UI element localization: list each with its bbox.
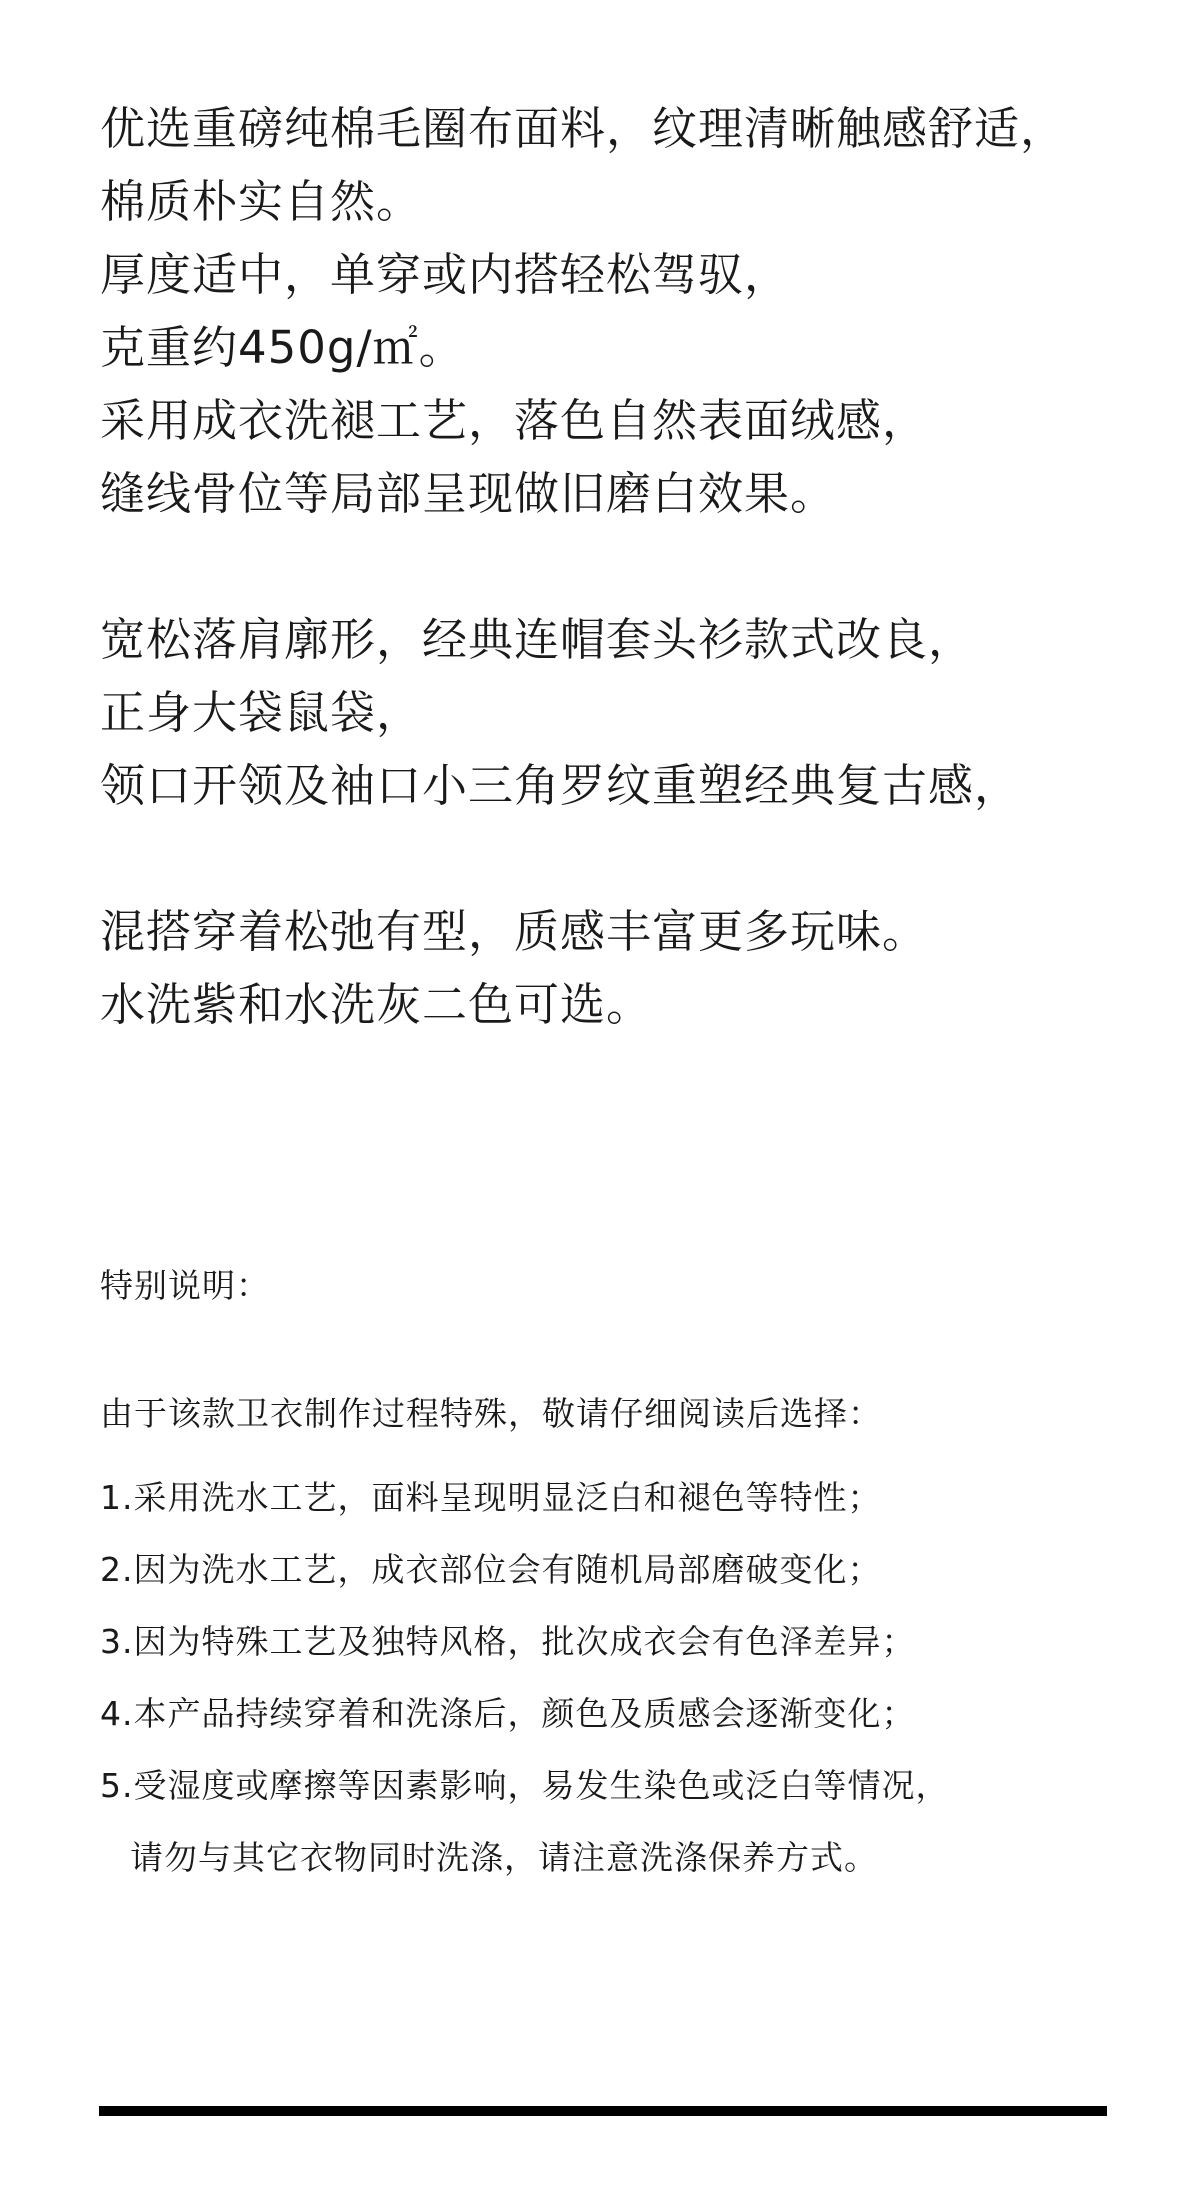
bottom-divider [99,2106,1107,2116]
special-notes-title: 特别说明： [100,1266,270,1305]
special-notes-intro: 由于该款卫衣制作过程特殊，敬请仔细阅读后选择： [100,1394,882,1433]
description-line: 混搭穿着松弛有型，质感丰富更多玩味。 [100,905,929,958]
note-item: 2.因为洗水工艺，成衣部位会有随机局部磨破变化； [100,1550,882,1589]
description-line: 正身大袋鼠袋， [100,686,423,739]
note-item: 5.受湿度或摩擦等因素影响，易发生染色或泛白等情况， [100,1766,950,1805]
paragraph-gap [100,822,1180,895]
note-item: 4.本产品持续穿着和洗涤后，颜色及质感会逐渐变化； [100,1694,916,1733]
special-notes-list [100,1462,1160,1894]
description-line: 优选重磅纯棉毛圈布面料，纹理清晰触感舒适， [100,102,1067,155]
description-line: 厚度适中，单穿或内搭轻松驾驭， [100,248,791,301]
note-item: 3.因为特殊工艺及独特风格，批次成衣会有色泽差异； [100,1622,916,1661]
description-line: 宽松落肩廓形，经典连帽套头衫款式改良， [100,613,975,666]
description-line: 领口开领及袖口小三角罗纹重塑经典复古感， [100,759,1021,812]
note-item: 1.采用洗水工艺，面料呈现明显泛白和褪色等特性； [100,1478,882,1517]
description-line: 缝线骨位等局部呈现做旧磨白效果。 [100,467,837,520]
special-notes-section [100,1262,1160,1894]
paragraph-gap [100,530,1180,603]
description-line: 水洗紫和水洗灰二色可选。 [100,978,653,1031]
description-line: 采用成衣洗褪工艺，落色自然表面绒感， [100,394,929,447]
product-description [100,92,1180,1041]
note-item-continuation: 请勿与其它衣物同时洗涤，请注意洗涤保养方式。 [130,1838,878,1877]
description-line: 克重约450g/㎡。 [100,321,465,374]
description-line: 棉质朴实自然。 [100,175,423,228]
